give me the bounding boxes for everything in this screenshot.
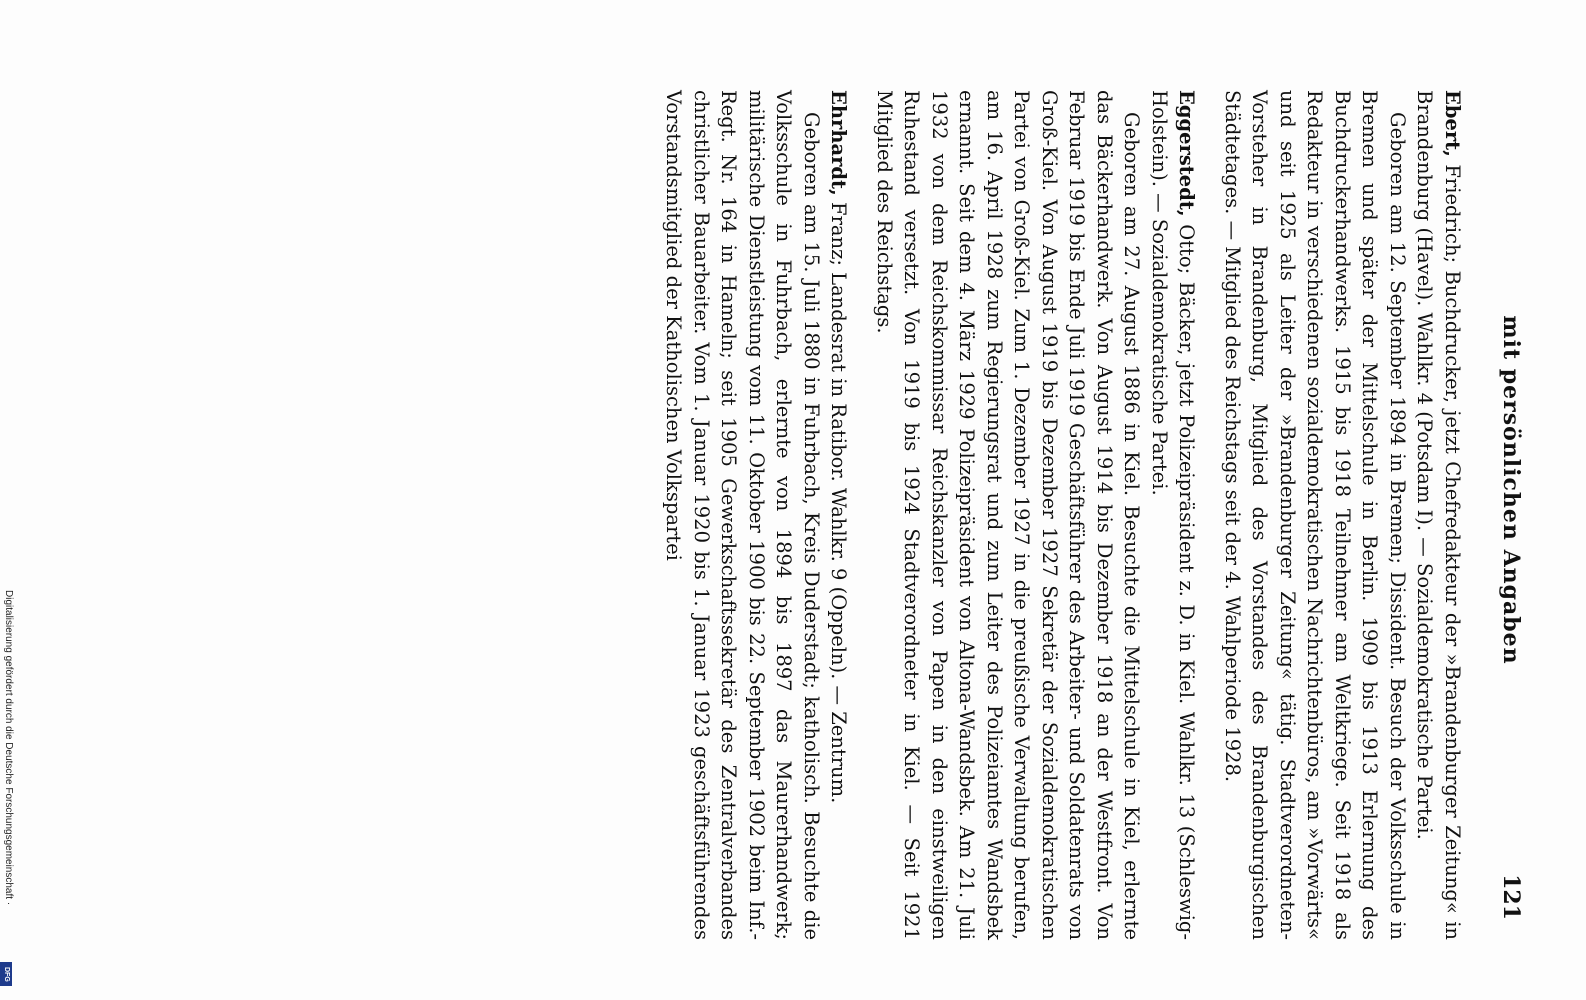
digitization-credit: [0, 590, 18, 990]
credit-text: Digitalisierung gefördert durch die Deutsche Forschungsgemeinschaft ·: [3, 590, 14, 906]
entry: [660, 90, 853, 940]
entry-name: Ehrhardt,: [827, 90, 851, 196]
entry-heading-text: Friedrich; Buchdrucker, jetzt Chefredakteur der »Brandenburger Zeitung« in Brandenburg (Havel). Wahlkr. 4 (Potsdam I). — Sozialdemokratische Partei.: [1413, 90, 1464, 940]
entry-body: Geboren am 15. Juli 1880 in Fuhrbach, Kreis Duderstadt; katholisch. Besuchte die Volksschule in Fuhrbach, erlernte von 1894 bis 1897 das Maurerhandwerk; militärische Dienstleistung vom 11. Oktober 1900 bis 22. September 1902 beim Inf.-Regt. Nr. 164 in Hameln; seit 1905 Gewerkschaftssekretär des Zentralverbandes christlicher Bauarbeiter. Vom 1. Januar 1920 bis 1. Januar 1923 geschäftsführendes Vorstandsmitglied der Katholischen Volkspartei: [662, 90, 823, 940]
entry-heading: [1411, 90, 1466, 940]
entry-name: Ebert,: [1441, 90, 1464, 157]
dfg-logo: DFG: [0, 962, 12, 986]
entry-heading: [825, 90, 853, 940]
entry-heading-text: Otto; Bäcker, jetzt Polizeipräsident z. D. in Kiel. Wahlkr. 13 (Schleswig-Holstein). — Sozialdemokratische Partei.: [1148, 90, 1199, 940]
entry-body: Geboren am 12. September 1894 in Bremen; Dissident. Besuch der Volksschule in Bremen und später der Mittelschule in Berlin. 1909 bis 1913 Erlernung des Buchdruckerhandwerks. 1915 bis 1918 Teilnehmer am Weltkriege. Seit 1918 als Redakteur in verschiedenen sozialdemokratischen Nachrichtenbüros, am »Vorwärts« und seit 1925 als Leiter der »Brandenburger Zeitung« tätig. Stadtverordneten-Vorsteher in Brandenburg, Mitglied des Vorstandes des Brandenburgischen Städtetages. — Mitglied des Reichstags seit der 4. Wahlperiode 1928.: [1221, 90, 1409, 940]
entry-body: Geboren am 27. August 1886 in Kiel. Besuchte die Mittelschule in Kiel, erlernte das Bäckerhandwerk. Von August 1914 bis Dezember 1918 an der Westfront. Von Februar 1919 bis Ende Juli 1919 Geschäftsführer des Arbeiter- und Soldatenrats von Groß-Kiel. Von August 1919 bis Dezember 1927 Sekretär der Sozialdemokratischen Partei von Groß-Kiel. Zum 1. Dezember 1927 in die preußische Verwaltung berufen, am 16. April 1928 zum Regierungsrat und zum Leiter des Polizeiamtes Wandsbek ernannt. Seit dem 4. März 1929 Polizeipräsident von Altona-Wandsbek. Am 21. Juli 1932 von dem Reichskommissar Reichskanzler von Papen in den einstweiligen Ruhestand versetzt. Von 1919 bis 1924 Stadtverordneter in Kiel. — Seit 1921 Mitglied des Reichstags.: [873, 90, 1144, 940]
entry-name: Eggerstedt,: [1175, 90, 1199, 217]
entry: [1219, 90, 1467, 940]
page-number: 121: [1498, 874, 1524, 920]
page-header: [1484, 40, 1524, 940]
entry-heading: [1146, 90, 1201, 940]
entry-heading-text: Franz; Landesrat in Ratibor. Wahlkr. 9 (Oppeln). — Zentrum.: [827, 195, 851, 804]
running-title: mit persönlichen Angaben: [1498, 315, 1524, 665]
entry: [871, 90, 1201, 940]
entry-list: [642, 90, 1466, 940]
